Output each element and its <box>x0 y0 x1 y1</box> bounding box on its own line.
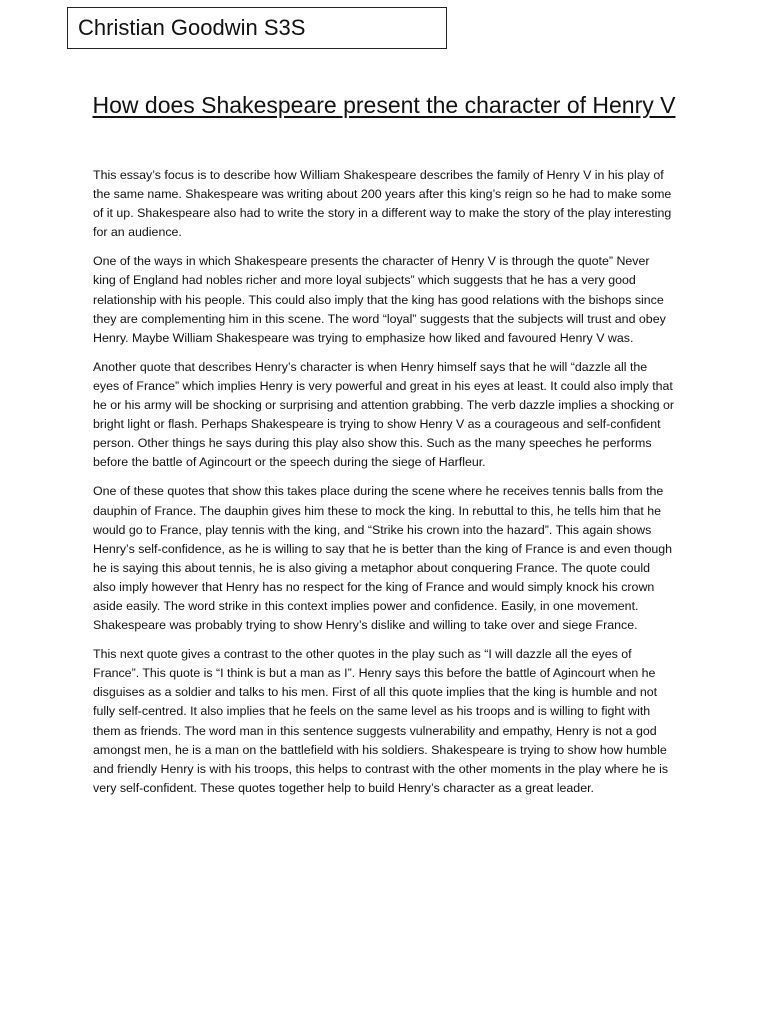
paragraph-4: One of these quotes that show this takes place during the scene where he receives tennis balls from the dauphin of France. The dauphin gives him these to mock the king. In rebuttal to this, he tells him that he would go to France, play tennis with the king, and “Strike his crown into the hazard”. This again shows Henry’s self-confidence, as he is willing to say that he is better than the king of France is and even though he is saying this about tennis, he is also giving a metaphor about conquering France. The quote could also imply however that Henry has no respect for the king of France and would simply knock his crown aside easily. The word strike in this context implies power and confidence. Easily, in one movement. Shakespeare was probably trying to show Henry’s dislike and willing to take over and siege France. <box>93 484 673 633</box>
author-name-box <box>67 7 447 49</box>
paragraph-1: This essay’s focus is to describe how William Shakespeare describes the family of Henry V in his play of the same name. Shakespeare was writing about 200 years after this king’s reign so he had to make some of it up. Shakespeare also had to write the story in a different way to make the story of the play interesting for an audience. <box>93 168 672 240</box>
paragraph-2: One of the ways in which Shakespeare presents the character of Henry V is through the quote” Never king of England had nobles richer and more loyal subjects” which suggests that he has a very good relationship with his people. This could also imply that the king has good relations with the bishops since they are complementing him in this scene. The word “loyal” suggests that the subjects will trust and obey Henry. Maybe William Shakespeare was trying to emphasize how liked and favoured Henry V was. <box>93 254 666 345</box>
author-name: Christian Goodwin S3S <box>78 15 306 40</box>
paragraph-3: Another quote that describes Henry’s character is when Henry himself says that he will “dazzle all the eyes of France” which implies Henry is very powerful and great in his eyes at least. It could also imply that he or his army will be shocking or surprising and attention grabbing. The verb dazzle implies a shocking or bright light or flash. Perhaps Shakespeare is trying to show Henry V as a courageous and self-confident person. Other things he says during this play also show this. Such as the many speeches he performs before the battle of Agincourt or the speech during the siege of Harfleur. <box>93 359 675 470</box>
paragraph-5: This next quote gives a contrast to the other quotes in the play such as “I will dazzle all the eyes of France”. This quote is “I think is but a man as I”. Henry says this before the battle of Agincourt when he disguises as a soldier and talks to his men. First of all this quote implies that the king is humble and not fully self-centred. It also implies that he feels on the same level as his troops and is willing to fight with them as friends. The word man in this sentence suggests vulnerability and empathy, Henry is not a god amongst men, he is a man on the battlefield with his soldiers. Shakespeare is trying to show how humble and friendly Henry is with his troops, this helps to contrast with the other moments in the play where he is very self-confident. These quotes together help to build Henry’s character as a great leader. <box>93 647 669 795</box>
essay-title: How does Shakespeare present the character of Henry V <box>92 92 676 118</box>
essay-body <box>93 166 675 808</box>
